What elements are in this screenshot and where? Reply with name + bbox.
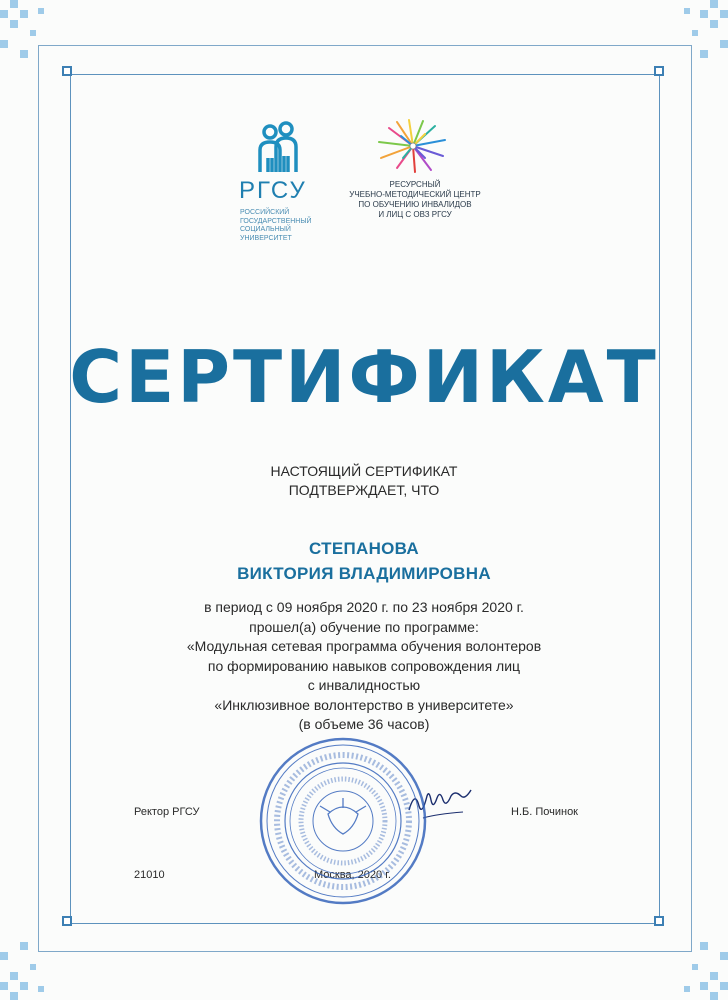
city-year: Москва, 2020 г. — [314, 869, 391, 881]
program-line: прошел(а) обучение по программе: — [249, 618, 479, 635]
confirmation-line: ПОДТВЕРЖДАЕТ, ЧТО — [288, 482, 440, 498]
rgsu-full-name-line: УНИВЕРСИТЕТ — [240, 234, 292, 242]
rgsu-full-name-line: СОЦИАЛЬНЫЙ — [240, 226, 291, 233]
resource-center-logo-icon — [375, 118, 451, 174]
resource-center-name-line: И ЛИЦ С ОВЗ РГСУ — [378, 210, 452, 219]
rgsu-logo-icon — [238, 120, 328, 180]
frame-corner-marker — [62, 66, 72, 76]
frame-corner-marker — [62, 916, 72, 926]
certificate-title: СЕРТИФИКАТ — [69, 335, 659, 419]
program-description — [0, 598, 728, 735]
resource-center-name — [300, 180, 530, 220]
resource-center-name-line: ПО ОБУЧЕНИЮ ИНВАЛИДОВ — [358, 200, 472, 209]
program-line: «Модульная сетевая программа обучения волонтеров — [186, 638, 542, 654]
rgsu-full-name-line: ГОСУДАРСТВЕННЫЙ — [240, 217, 312, 225]
program-line: с инвалидностью — [307, 677, 421, 693]
recipient-given-names: ВИКТОРИЯ ВЛАДИМИРОВНА — [237, 564, 491, 583]
program-line: (в объеме 36 часов) — [298, 716, 430, 732]
program-line: по формированию навыков сопровождения лиц — [207, 657, 521, 674]
confirmation-text — [0, 462, 728, 500]
program-line: в период с 09 ноября 2020 г. по 23 ноября 2020 г. — [204, 599, 524, 615]
resource-center-name-line: РЕСУРСНЫЙ — [389, 180, 441, 189]
registration-number: 21010 — [134, 869, 165, 881]
resource-center-name-line: УЧЕБНО-МЕТОДИЧЕСКИЙ ЦЕНТР — [349, 190, 481, 199]
frame-corner-marker — [654, 66, 664, 76]
rgsu-short-name: РГСУ — [239, 177, 307, 204]
confirmation-line: НАСТОЯЩИЙ СЕРТИФИКАТ — [270, 463, 458, 479]
rgsu-full-name-line: РОССИЙСКИЙ — [240, 209, 290, 216]
signatory-name: Н.Б. Починок — [511, 806, 578, 818]
program-line: «Инклюзивное волонтерство в университете» — [214, 696, 514, 713]
frame-corner-marker — [654, 916, 664, 926]
official-seal — [258, 736, 428, 906]
recipient-surname: СТЕПАНОВА — [309, 539, 419, 558]
signatory-position: Ректор РГСУ — [134, 806, 200, 818]
recipient-name — [0, 536, 728, 586]
